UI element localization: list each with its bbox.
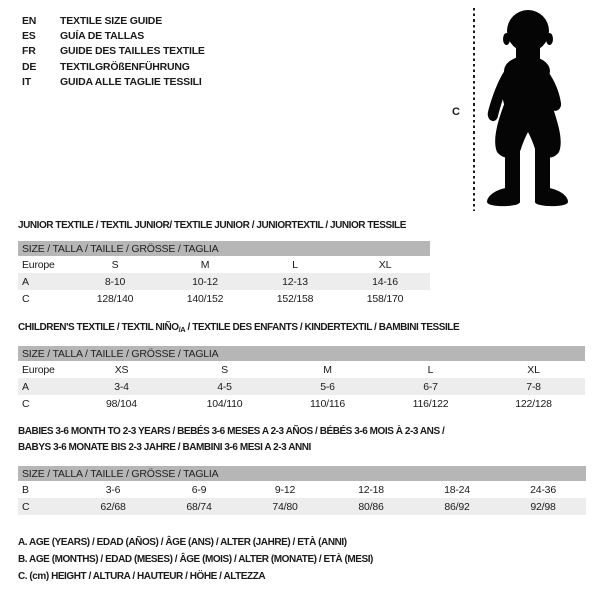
size-value-cell: 12-13	[250, 273, 340, 290]
size-value-cell: 6-7	[379, 378, 482, 395]
size-value-cell: 3-4	[70, 378, 173, 395]
size-value-cell: 6-9	[191, 483, 207, 496]
size-value-cell: XL	[527, 363, 540, 376]
size-value-cell: 10-12	[160, 273, 250, 290]
language-title: TEXTILGRÖßENFÜHRUNG	[60, 60, 190, 73]
size-value-cell: 128/140	[96, 292, 134, 305]
size-value-cell: 4-5	[173, 378, 276, 395]
language-code: EN	[22, 14, 37, 27]
language-code: ES	[22, 30, 36, 43]
size-value-cell: S	[111, 258, 119, 271]
children-size-table	[18, 346, 585, 412]
row-label-cell: C	[22, 292, 30, 305]
title-line: BABYS 3-6 MONATE BIS 2-3 JAHRE / BAMBINI 3-6 MESI A 2-3 ANNI	[18, 442, 311, 453]
language-row	[22, 44, 205, 59]
title-subscript: /A	[178, 325, 186, 334]
footnote-c: C. (cm) HEIGHT / ALTURA / HAUTEUR / HÖHE / ALTEZZA	[18, 570, 266, 582]
row-label-cell: C	[18, 498, 70, 515]
row-label-cell: C	[22, 397, 30, 410]
size-value-cell: M	[200, 258, 210, 271]
language-row	[22, 13, 205, 28]
children-table-title	[18, 320, 459, 338]
size-value-cell: 74/80	[242, 498, 328, 515]
row-label-cell: B	[22, 483, 29, 496]
size-value-cell: 140/152	[186, 292, 224, 305]
language-title: GUÍA DE TALLAS	[60, 30, 145, 43]
size-value-cell: 116/122	[412, 397, 449, 410]
size-value-cell: 92/98	[500, 498, 586, 515]
table-row	[18, 378, 585, 395]
size-value-cell: 152/158	[276, 292, 314, 305]
height-dotted-line	[473, 8, 475, 211]
table-row	[18, 273, 430, 290]
table-row	[18, 395, 585, 412]
size-value-cell: 86/92	[414, 498, 500, 515]
size-value-cell: 122/128	[515, 397, 552, 410]
row-label-cell: A	[18, 378, 70, 395]
row-label-cell: Europe	[22, 258, 55, 271]
size-value-cell: 110/116	[310, 397, 345, 410]
table-row	[18, 256, 430, 273]
language-title-list	[22, 13, 205, 90]
toddler-silhouette-icon	[479, 8, 573, 210]
language-row	[22, 75, 205, 90]
size-value-cell: 12-18	[358, 483, 384, 496]
language-row	[22, 59, 205, 74]
size-value-cell: L	[292, 258, 298, 271]
title-line: BABIES 3-6 MONTH TO 2-3 YEARS / BEBÉS 3-6 MESES A 2-3 AÑOS / BÉBÉS 3-6 MOIS À 2-3 ANS /	[18, 426, 445, 437]
babies-table-title	[18, 424, 444, 456]
size-value-cell: XS	[114, 363, 129, 376]
size-header-cell: SIZE / TALLA / TAILLE / GRÖSSE / TAGLIA	[18, 241, 430, 256]
size-value-cell: 14-16	[340, 273, 430, 290]
table-row	[18, 481, 586, 498]
size-value-cell: L	[427, 363, 434, 376]
size-value-cell: XL	[378, 258, 392, 271]
size-value-cell: 3-6	[105, 483, 121, 496]
size-value-cell: 158/170	[366, 292, 404, 305]
language-code: FR	[22, 45, 36, 58]
size-value-cell: 104/110	[206, 397, 243, 410]
size-header-cell: SIZE / TALLA / TAILLE / GRÖSSE / TAGLIA	[18, 346, 585, 361]
title-text: CHILDREN'S TEXTILE / TEXTIL NIÑO	[18, 322, 179, 333]
title-text: / TEXTILE DES ENFANTS / KINDERTEXTIL / BAMBINI TESSILE	[185, 322, 460, 333]
language-code: IT	[22, 76, 31, 89]
table-row	[18, 361, 585, 378]
footnote-a: A. AGE (YEARS) / EDAD (AÑOS) / ÂGE (ANS) / ALTER (JAHRE) / ETÀ (ANNI)	[18, 537, 347, 548]
size-value-cell: 8-10	[70, 273, 160, 290]
size-value-cell: 18-24	[444, 483, 470, 496]
row-label-cell: Europe	[22, 363, 55, 376]
size-value-cell: 5-6	[276, 378, 379, 395]
language-code: DE	[22, 60, 37, 73]
size-value-cell: 9-12	[274, 483, 296, 496]
size-value-cell: 62/68	[70, 498, 156, 515]
junior-size-table	[18, 241, 430, 307]
babies-size-table	[18, 466, 586, 515]
row-label-cell: A	[18, 273, 70, 290]
table-row	[18, 498, 586, 515]
language-title: GUIDA ALLE TAGLIE TESSILI	[60, 76, 202, 89]
size-header-cell: SIZE / TALLA / TAILLE / GRÖSSE / TAGLIA	[18, 466, 586, 481]
table-row	[18, 290, 430, 307]
height-measure-label: C	[452, 106, 460, 118]
size-value-cell: 68/74	[156, 498, 242, 515]
language-title: GUIDE DES TAILLES TEXTILE	[60, 45, 205, 58]
size-value-cell: M	[323, 363, 332, 376]
size-value-cell: S	[221, 363, 228, 376]
size-value-cell: 98/104	[106, 397, 137, 410]
size-value-cell: 80/86	[328, 498, 414, 515]
junior-table-title: JUNIOR TEXTILE / TEXTIL JUNIOR/ TEXTILE JUNIOR / JUNIORTEXTIL / JUNIOR TESSILE	[18, 220, 406, 231]
language-row	[22, 28, 205, 43]
footnotes	[18, 535, 373, 585]
size-value-cell: 24-36	[530, 483, 556, 496]
language-title: TEXTILE SIZE GUIDE	[60, 14, 162, 27]
footnote-b: B. AGE (MONTHS) / EDAD (MESES) / ÂGE (MOIS) / ALTER (MONATE) / ETÀ (MESI)	[18, 553, 373, 565]
size-value-cell: 7-8	[482, 378, 585, 395]
